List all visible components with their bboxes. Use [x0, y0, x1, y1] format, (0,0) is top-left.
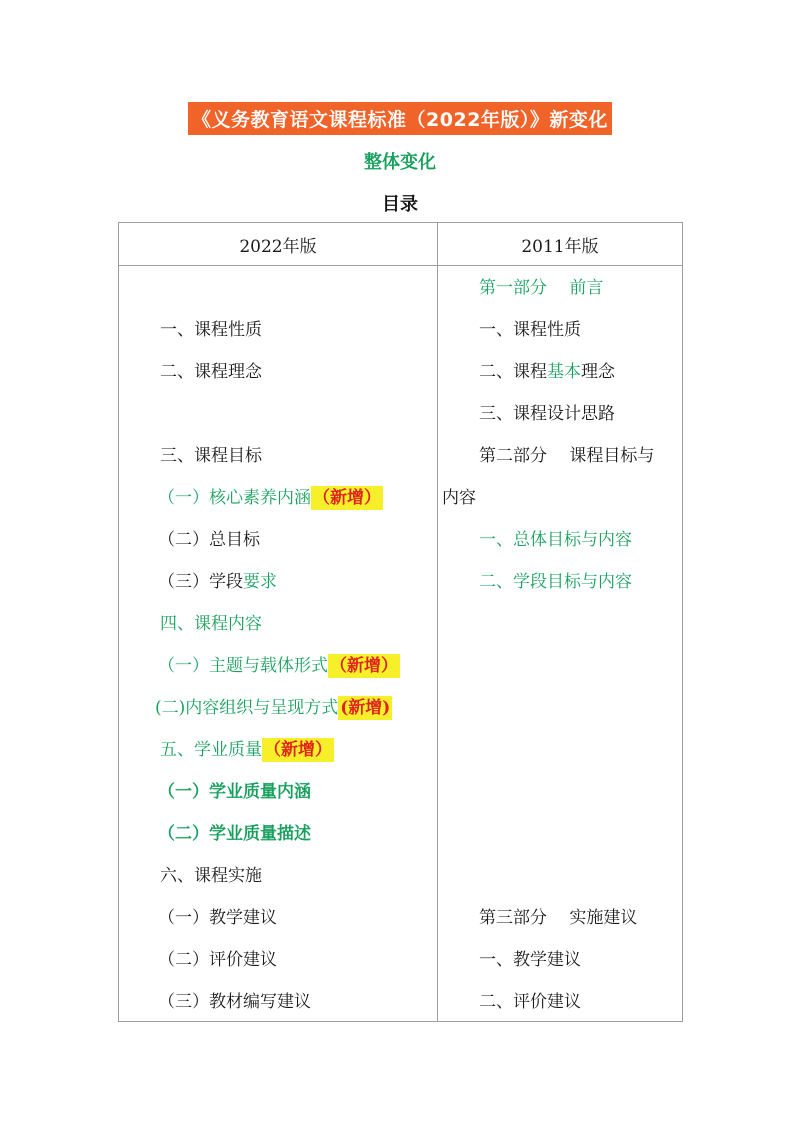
item-text: （三）教材编写建议	[158, 992, 311, 1012]
new-badge: (新增)	[340, 698, 391, 718]
item-text: 一、课程性质	[160, 320, 262, 340]
item-text: 二、学段目标与内容	[479, 572, 632, 592]
item-text: （一）学业质量内涵	[158, 782, 311, 802]
item-text: 二、课程理念	[160, 362, 262, 382]
list-item	[119, 477, 437, 519]
section-subtitle: 整体变化	[364, 152, 436, 173]
item-text: （二）总目标	[158, 530, 260, 550]
list-item	[119, 855, 437, 897]
item-text-highlight: 基本	[547, 362, 581, 382]
list-item	[119, 603, 437, 645]
toc-heading: 目录	[382, 194, 418, 215]
item-text: 三、课程设计思路	[479, 404, 615, 424]
list-item	[438, 393, 682, 435]
list-item	[438, 561, 682, 603]
list-item	[438, 897, 682, 939]
list-item	[119, 351, 437, 393]
comparison-table	[118, 222, 683, 1022]
item-text: 第一部分 前言	[479, 278, 604, 298]
new-badge: （新增）	[330, 656, 398, 676]
item-text: 一、教学建议	[479, 950, 581, 970]
column-2011-cell	[438, 266, 683, 1022]
item-text: 二、课程	[479, 362, 547, 382]
item-text: （二）学业质量描述	[158, 824, 311, 844]
item-text: （二）评价建议	[158, 950, 277, 970]
list-item	[438, 435, 682, 477]
item-text: 第二部分 课程目标与	[479, 446, 655, 466]
list-item	[119, 561, 437, 603]
list-item	[119, 309, 437, 351]
item-text: (二)内容组织与呈现方式	[155, 698, 339, 718]
item-text: 理念	[581, 362, 615, 382]
list-item	[119, 687, 437, 729]
list-item	[438, 939, 682, 981]
list-item-continuation	[438, 477, 682, 519]
column-2022-cell	[119, 266, 438, 1022]
list-item	[119, 939, 437, 981]
document-title: 《义务教育语文课程标准（2022年版）》新变化	[188, 102, 612, 135]
new-badge: （新增）	[264, 740, 332, 760]
title-container	[0, 102, 800, 135]
list-item	[438, 519, 682, 561]
item-text: 四、课程内容	[160, 614, 262, 634]
column-header-2011: 2011年版	[438, 223, 683, 266]
list-item	[119, 519, 437, 561]
item-text: （三）学段	[158, 572, 243, 592]
item-text: 第三部分 实施建议	[479, 908, 638, 928]
new-badge: （新增）	[313, 488, 381, 508]
item-text: 二、评价建议	[479, 992, 581, 1012]
item-text: 六、课程实施	[160, 866, 262, 886]
list-item	[438, 981, 682, 1023]
item-text: （一）教学建议	[158, 908, 277, 928]
item-text: 内容	[442, 488, 476, 508]
item-text: 五、学业质量	[160, 740, 262, 760]
table-header-row	[119, 223, 683, 266]
item-text-highlight: 要求	[243, 572, 277, 592]
item-text: 一、总体目标与内容	[479, 530, 632, 550]
item-text: （一）主题与载体形式	[158, 656, 328, 676]
list-item	[438, 309, 682, 351]
list-item	[119, 435, 437, 477]
table-body-row	[119, 266, 683, 1022]
item-text: （一）核心素养内涵	[158, 488, 311, 508]
list-item	[119, 645, 437, 687]
item-text: 三、课程目标	[160, 446, 262, 466]
list-item	[119, 771, 437, 813]
list-item	[119, 813, 437, 855]
list-item	[119, 729, 437, 771]
list-item	[119, 981, 437, 1023]
column-header-2022: 2022年版	[119, 223, 438, 266]
list-item	[438, 267, 682, 309]
list-item	[119, 897, 437, 939]
item-text: 一、课程性质	[479, 320, 581, 340]
list-item	[438, 351, 682, 393]
